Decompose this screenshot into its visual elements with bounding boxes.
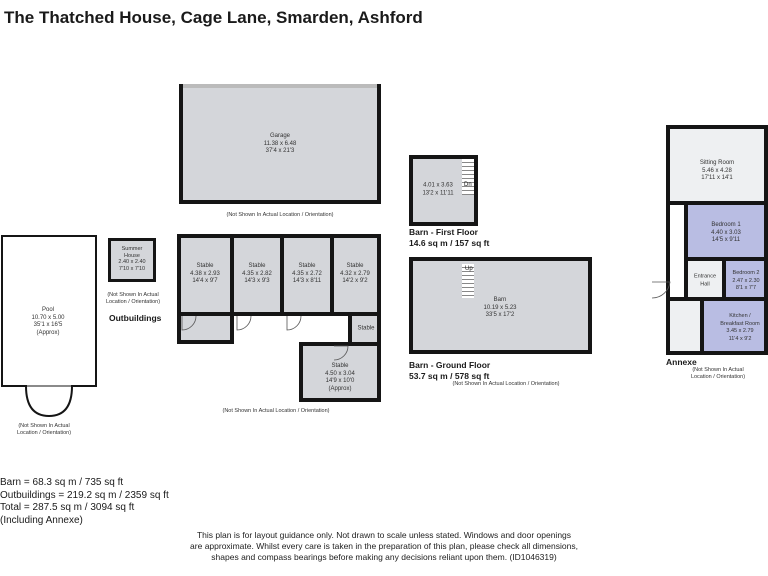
stable-3-label: Stable 4.35 x 2.72 14'3 x 8'11 xyxy=(292,262,322,284)
annexe-caption: Annexe xyxy=(666,357,697,367)
pool-note: (Not Shown In Actual Location / Orientation) xyxy=(16,423,72,436)
barn-note: (Not Shown In Actual Location / Orientation) xyxy=(452,381,560,387)
outbuildings-caption: Outbuildings xyxy=(109,313,162,323)
sitting-room-label: Sitting Room 5.46 x 4.28 17'11 x 14'1 xyxy=(699,159,735,181)
barn-first-floor-label: 4.01 x 3.63 13'2 x 11'11 xyxy=(422,182,454,196)
kitchen-label: Kitchen / Breakfast Room 3.45 x 2.79 11'4 x 9'2 xyxy=(720,313,760,342)
bedroom-1-label: Bedroom 1 4.40 x 3.03 14'5 x 9'11 xyxy=(711,221,741,243)
annexe-entrance-door xyxy=(650,270,686,300)
summary-including: (Including Annexe) xyxy=(0,514,83,526)
barn-dn-label: Dn xyxy=(464,182,472,188)
summer-house-note: (Not Shown In Actual Location / Orientation) xyxy=(105,292,161,305)
summary-barn: Barn = 68.3 sq m / 735 sq ft xyxy=(0,477,124,488)
stable-1-label: Stable 4.38 x 2.93 14'4 x 9'7 xyxy=(190,262,220,284)
stable-4-label: Stable 4.32 x 2.79 14'2 x 9'2 xyxy=(340,262,370,284)
disclaimer: This plan is for layout guidance only. Not drawn to scale unless stated. Windows and door openings are approximate. Whilst every care is taken in the preparation of this plan, please check all dimensions, shapes and compass bearings before making any decisions reliant upon them. (ID1046319) xyxy=(190,530,578,562)
barn-ground-floor-caption: Barn - Ground Floor 53.7 sq m / 578 sq ft xyxy=(409,360,491,381)
page-title: The Thatched House, Cage Lane, Smarden, Ashford xyxy=(4,8,423,27)
entrance-hall-label: Entrance Hall xyxy=(693,273,717,287)
summer-house-label: Summer House 2.40 x 2.40 7'10 x 7'10 xyxy=(118,246,146,272)
garage-note: (Not Shown In Actual Location / Orientation) xyxy=(226,212,334,218)
barn-up-label: Up xyxy=(465,266,473,272)
stable-5-label: Stable 4.50 x 3.04 14'9 x 10'0 (Approx) xyxy=(325,363,355,392)
bedroom-2-label: Bedroom 2 2.47 x 2.30 8'1 x 7'7 xyxy=(732,269,760,291)
summary-total: Total = 287.5 sq m / 3094 sq ft xyxy=(0,502,135,513)
pool-label: Pool 10.70 x 5.00 35'1 x 16'5 (Approx) xyxy=(31,307,65,336)
barn-stairs-upper xyxy=(462,159,474,195)
annexe-note: (Not Shown In Actual Location / Orientation) xyxy=(690,367,746,380)
garage-label: Garage 11.38 x 6.48 37'4 x 21'3 xyxy=(263,132,297,154)
summary-outbuildings: Outbuildings = 219.2 sq m / 2359 sq ft xyxy=(0,489,169,501)
area-summary xyxy=(0,477,169,527)
barn-label: Barn 10.19 x 5.23 33'5 x 17'2 xyxy=(483,296,517,318)
barn-first-floor-caption: Barn - First Floor 14.6 sq m / 157 sq ft xyxy=(409,227,490,248)
stable-small-label: Stable xyxy=(357,325,375,332)
stables-note: (Not Shown In Actual Location / Orientation) xyxy=(222,408,330,414)
stable-2-label: Stable 4.35 x 2.82 14'3 x 9'3 xyxy=(242,262,272,284)
annexe-bathroom-room xyxy=(666,297,704,355)
